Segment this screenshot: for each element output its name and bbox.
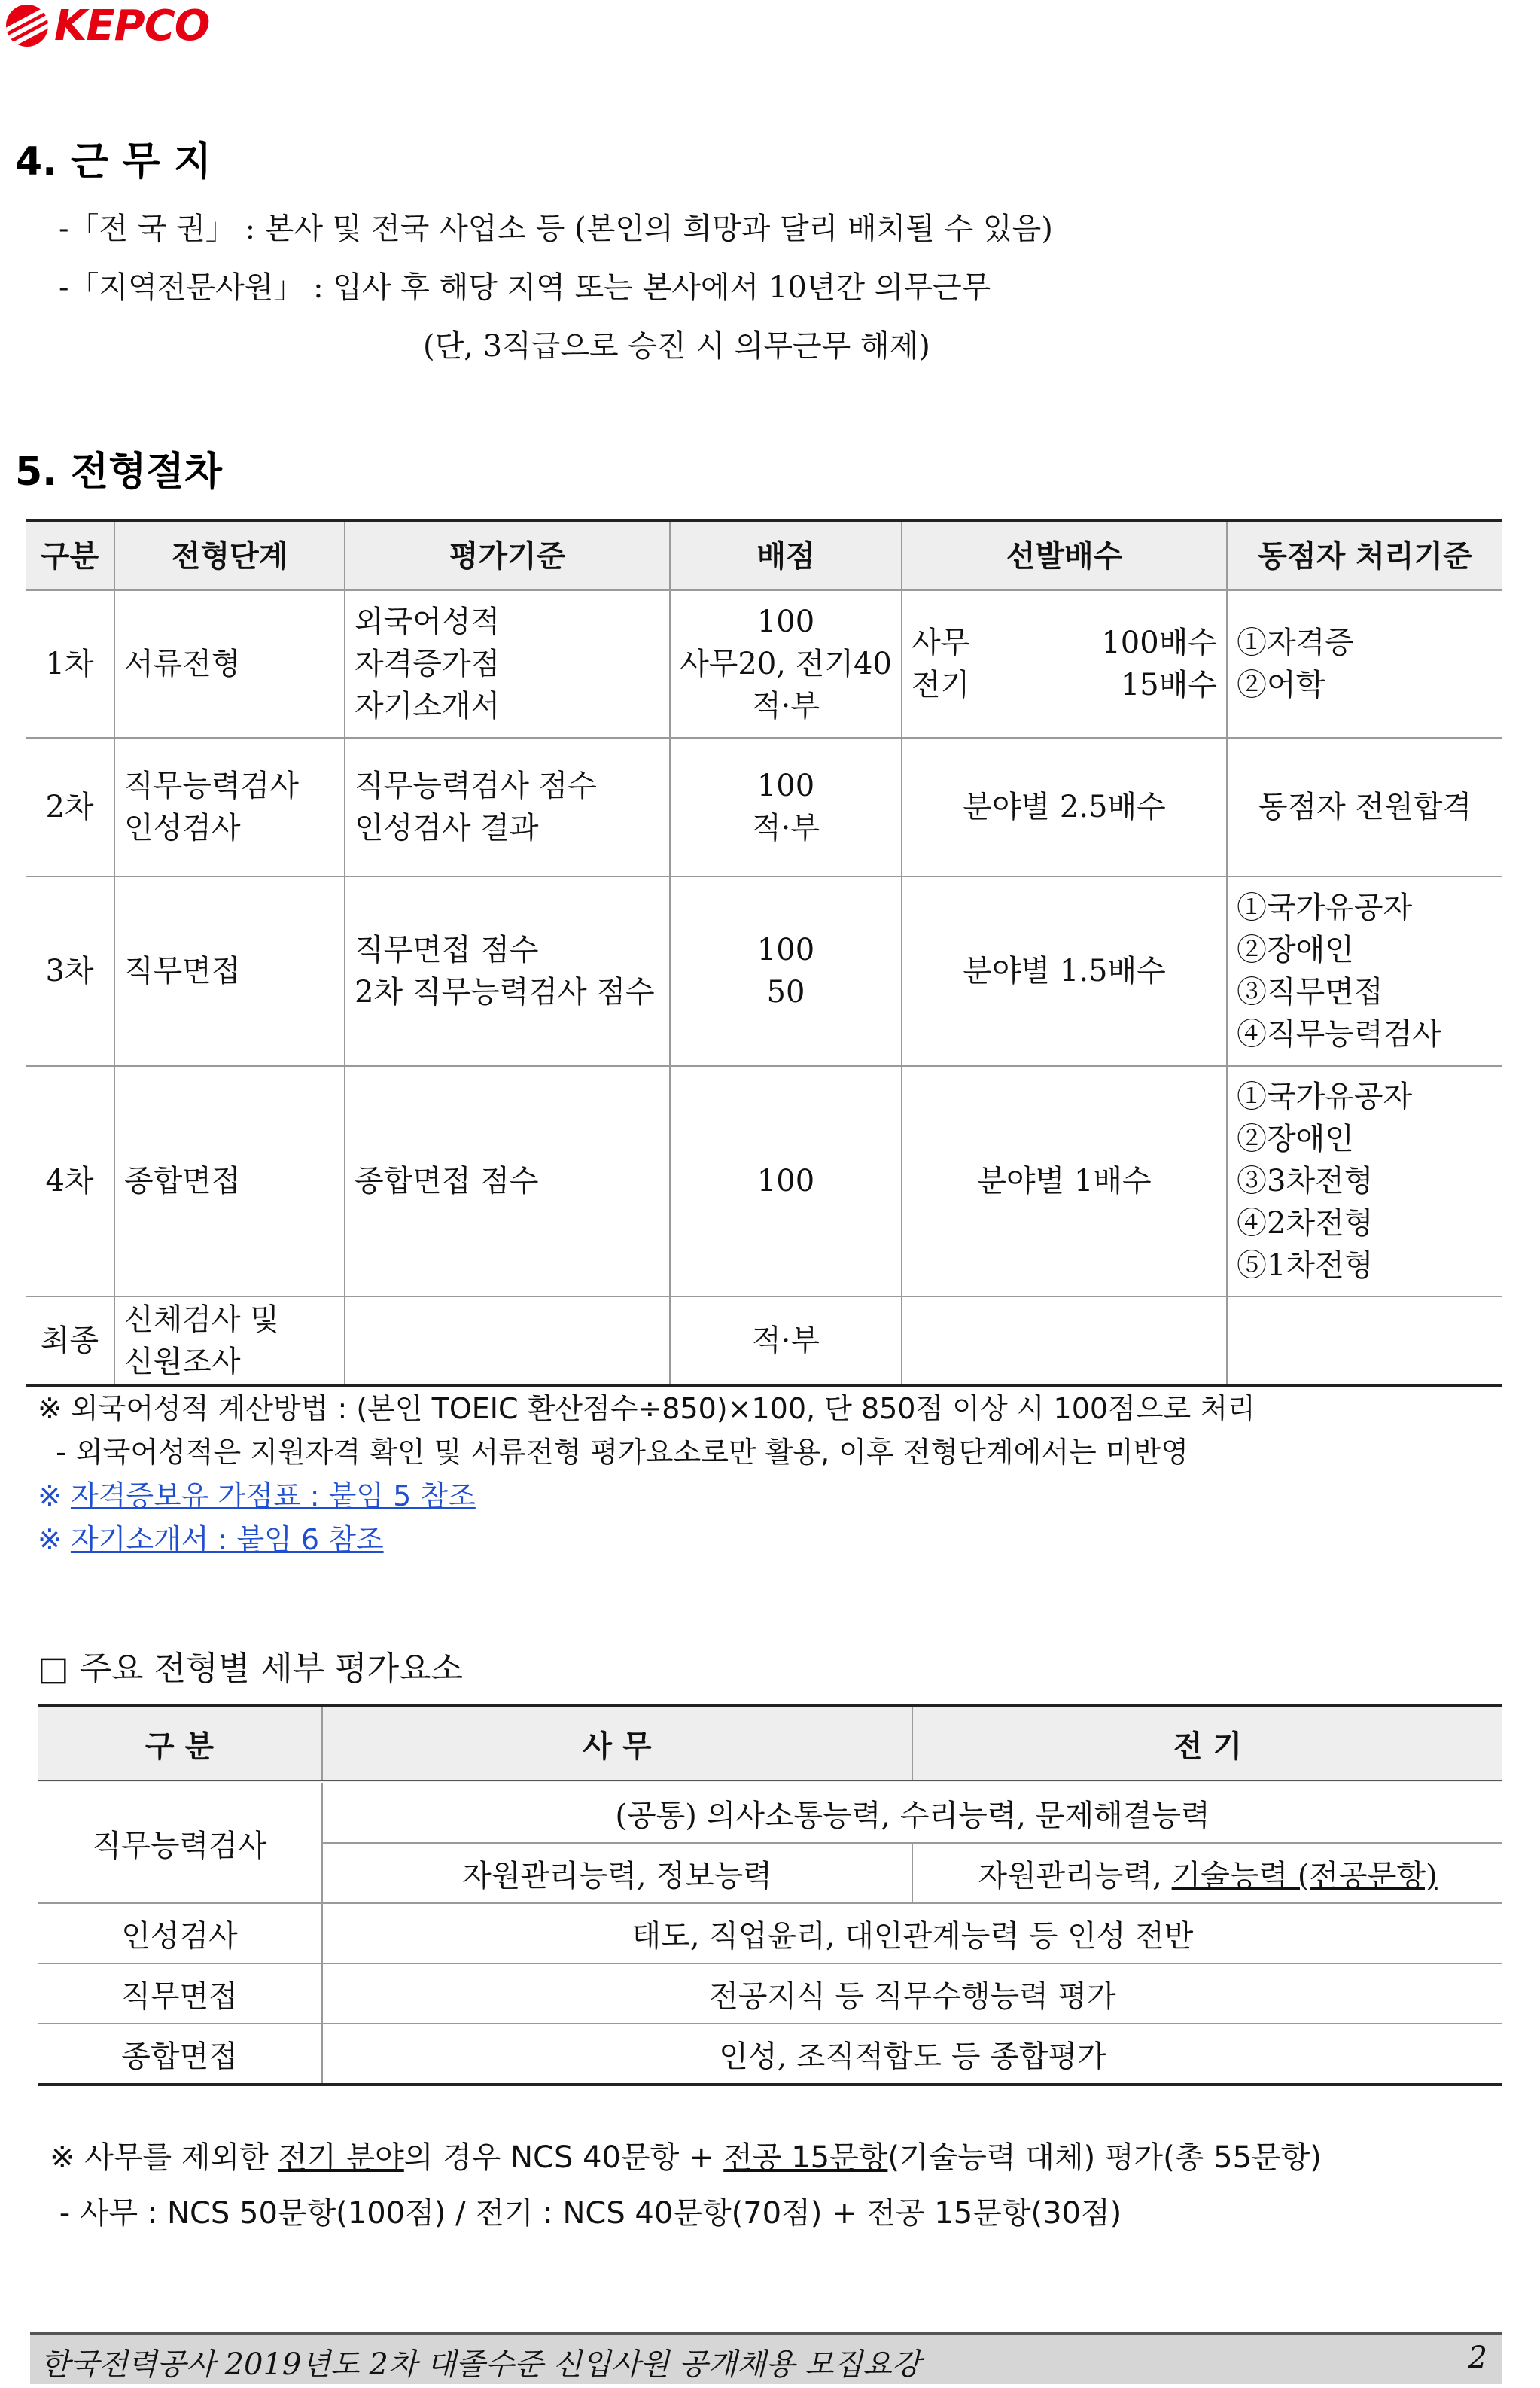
cell-score: 100 적·부 — [670, 738, 902, 876]
cell-office-abilities: 자원관리능력, 정보능력 — [322, 1843, 912, 1903]
cell-score: 100 사무20, 전기40 적·부 — [670, 590, 902, 738]
cell-score: 100 50 — [670, 876, 902, 1066]
cell-selection: 분야별 1배수 — [902, 1066, 1227, 1296]
note-language-score: ※ 외국어성적 계산방법 : (본인 TOEIC 환산점수÷850)×100, 단 850점 이상 시 100점으로 처리 — [38, 1392, 1255, 1425]
cell-selection — [902, 1296, 1227, 1385]
table-header-row — [26, 521, 1502, 590]
cell-common-abilities: (공통) 의사소통능력, 수리능력, 문제해결능력 — [322, 1782, 1502, 1843]
certificate-table-link[interactable]: 자격증보유 가점표 : 붙임 5 참조 — [70, 1479, 476, 1512]
table-row — [26, 1296, 1502, 1385]
note-language-usage: - 외국어성적은 지원자격 확인 및 서류전형 평가요소로만 활용, 이후 전형단계에서는 미반영 — [38, 1436, 1188, 1469]
cell-selection: 분야별 2.5배수 — [902, 738, 1227, 876]
kepco-logo — [6, 2, 254, 50]
cell-selection: 분야별 1.5배수 — [902, 876, 1227, 1066]
section-4-line-regional: -「지역전문사원」 : 입사 후 해당 지역 또는 본사에서 10년간 의무근무 — [59, 270, 991, 305]
checkbox-square-icon: □ — [38, 1649, 69, 1688]
cell-label: 인성검사 — [38, 1903, 322, 1963]
subsection-title — [38, 1641, 463, 1689]
cell-value: 전공지식 등 직무수행능력 평가 — [322, 1963, 1502, 2024]
subsection-title-text: 주요 전형별 세부 평가요소 — [79, 1649, 464, 1688]
cell-score: 적·부 — [670, 1296, 902, 1385]
header-criteria: 평가기준 — [345, 521, 670, 590]
cell-tie-rule — [1227, 1296, 1502, 1385]
cell-value: 인성, 조직적합도 등 종합평가 — [322, 2024, 1502, 2085]
cell-score: 100 — [670, 1066, 902, 1296]
header-score: 배점 — [670, 521, 902, 590]
cell-tie-rule: ①자격증 ②어학 — [1227, 590, 1502, 738]
table-row — [26, 590, 1502, 738]
cell-criteria: 직무능력검사 점수 인성검사 결과 — [345, 738, 670, 876]
cell-step: 직무면접 — [114, 876, 345, 1066]
header-division: 구분 — [26, 521, 114, 590]
cell-stage: 3차 — [26, 876, 114, 1066]
header-electrical: 전 기 — [912, 1705, 1502, 1782]
header-stage: 전형단계 — [114, 521, 345, 590]
cell-step: 신체검사 및 신원조사 — [114, 1296, 345, 1385]
section-4-line-exception: (단, 3직급으로 승진 시 의무근무 해제) — [423, 329, 930, 364]
cell-stage: 최종 — [26, 1296, 114, 1385]
cell-criteria: 직무면접 점수 2차 직무능력검사 점수 — [345, 876, 670, 1066]
cell-criteria: 종합면접 점수 — [345, 1066, 670, 1296]
cell-criteria — [345, 1296, 670, 1385]
cell-electrical-abilities: 자원관리능력, 기술능력 (전공문항) — [912, 1843, 1502, 1903]
table-row — [26, 876, 1502, 1066]
cell-step: 서류전형 — [114, 590, 345, 738]
section-4-title: 4. 근 무 지 — [15, 139, 212, 184]
footer-title: 한국전력공사 2019년도 2차 대졸수준 신입사원 공개채용 모집요강 — [41, 2347, 921, 2382]
table-row — [38, 1782, 1502, 1843]
cell-selection: 사무 100배수 전기 15배수 — [902, 590, 1227, 738]
table-header-row — [38, 1705, 1502, 1782]
kepco-logo-text: KEPCO — [54, 2, 210, 50]
selection-procedure-table — [26, 519, 1502, 1387]
cell-criteria: 외국어성적 자격증가점 자기소개서 — [345, 590, 670, 738]
cell-stage: 2차 — [26, 738, 114, 876]
cell-stage: 4차 — [26, 1066, 114, 1296]
cell-step: 직무능력검사 인성검사 — [114, 738, 345, 876]
bottom-note-line-2: - 사무 : NCS 50문항(100점) / 전기 : NCS 40문항(70점) + 전공 15문항(30점) — [50, 2196, 1122, 2231]
note-self-intro-link[interactable]: ※ 자기소개서 : 붙임 6 참조 — [38, 1523, 384, 1556]
bottom-note-line-1: ※ 사무를 제외한 전기 분야의 경우 NCS 40문항 + 전공 15문항(기술능력 대체) 평가(총 55문항) — [50, 2140, 1322, 2175]
header-division: 구 분 — [38, 1705, 322, 1782]
page-number: 2 — [1468, 2341, 1487, 2375]
cell-step: 종합면접 — [114, 1066, 345, 1296]
self-introduction-link[interactable]: 자기소개서 : 붙임 6 참조 — [70, 1523, 384, 1556]
cell-job-test-label: 직무능력검사 — [38, 1782, 322, 1903]
cell-value: 태도, 직업윤리, 대인관계능력 등 인성 전반 — [322, 1903, 1502, 1963]
evaluation-elements-table — [38, 1704, 1502, 2086]
note-certificate-link[interactable]: ※ 자격증보유 가점표 : 붙임 5 참조 — [38, 1479, 476, 1512]
cell-tie-rule: ①국가유공자 ②장애인 ③직무면접 ④직무능력검사 — [1227, 876, 1502, 1066]
cell-stage: 1차 — [26, 590, 114, 738]
cell-tie-rule: 동점자 전원합격 — [1227, 738, 1502, 876]
header-office: 사 무 — [322, 1705, 912, 1782]
section-4-line-nationwide: -「전 국 권」 : 본사 및 전국 사업소 등 (본인의 희망과 달리 배치될 수 있음) — [59, 212, 1053, 246]
header-selection-ratio: 선발배수 — [902, 521, 1227, 590]
cell-tie-rule: ①국가유공자 ②장애인 ③3차전형 ④2차전형 ⑤1차전형 — [1227, 1066, 1502, 1296]
section-5-title: 5. 전형절차 — [15, 449, 222, 495]
table-row — [26, 1066, 1502, 1296]
table-row — [26, 738, 1502, 876]
header-tie-rule: 동점자 처리기준 — [1227, 521, 1502, 590]
table-row — [38, 1963, 1502, 2024]
kepco-logo-mark — [6, 5, 48, 47]
cell-label: 종합면접 — [38, 2024, 322, 2085]
table-row — [38, 2024, 1502, 2085]
table-row — [38, 1903, 1502, 1963]
page-footer — [30, 2332, 1502, 2384]
cell-label: 직무면접 — [38, 1963, 322, 2024]
